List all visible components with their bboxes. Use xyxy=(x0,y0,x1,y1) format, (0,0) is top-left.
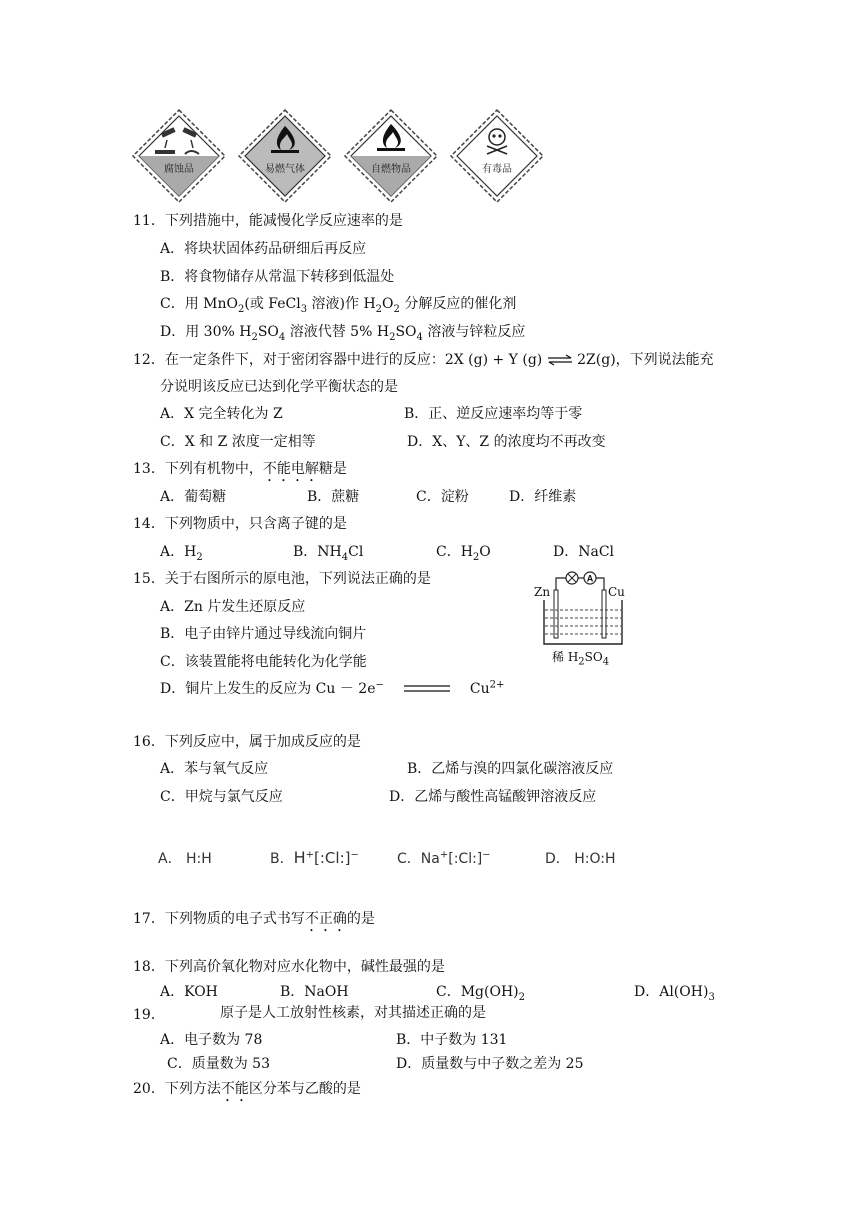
q13-option-a: A．葡萄糖 xyxy=(160,489,227,505)
subscript: 4 xyxy=(278,331,286,343)
superscript: 2+ xyxy=(489,679,505,691)
question-14 xyxy=(133,515,347,533)
question-12 xyxy=(133,351,714,369)
q19-option-d: D．质量数与中子数之差为 25 xyxy=(396,1056,584,1072)
electron-formula: H:O:H xyxy=(574,851,616,867)
text: O xyxy=(479,544,491,560)
question-19-stem: 原子是人工放射性核素，对其描述正确的是 xyxy=(220,1005,486,1021)
flame-icon xyxy=(237,108,333,204)
hazard-sign-flammable-gas xyxy=(237,108,333,204)
q16-option-a: A．苯与氧气反应 xyxy=(160,761,269,777)
question-number: 11． xyxy=(133,213,165,229)
q19-option-a: A．电子数为 78 xyxy=(160,1032,263,1048)
subscript: 4 xyxy=(341,551,349,563)
text: Cu xyxy=(469,681,490,697)
q19-option-b: B．中子数为 131 xyxy=(396,1032,508,1048)
text: 分解反应的催化剂 xyxy=(399,296,517,312)
subscript: 2 xyxy=(389,331,396,343)
q15-option-a: A．Zn 片发生还原反应 xyxy=(160,599,306,615)
q12-option-a: A．X 完全转化为 Z xyxy=(160,406,283,422)
question-stem: 下列物质中，只含离子键的是 xyxy=(164,516,347,532)
q15-option-b: B．电子由锌片通过导线流向铜片 xyxy=(160,626,367,642)
galvanic-cell-diagram xyxy=(534,566,634,666)
q16-option-d: D．乙烯与酸性高锰酸钾溶液反应 xyxy=(389,789,597,805)
electron-formula-b xyxy=(270,848,359,868)
question-11 xyxy=(133,212,403,230)
skull-icon xyxy=(449,108,545,204)
question-12-stem-cont: 分说明该反应已达到化学平衡状态的是 xyxy=(160,379,398,395)
hazard-sign-label: 腐蚀品 xyxy=(164,164,194,175)
q18-option-b: B．NaOH xyxy=(280,984,349,1000)
q16-option-b: B．乙烯与溴的四氯化碳溶液反应 xyxy=(407,761,614,777)
superscript: − xyxy=(350,849,359,861)
q15-option-c: C．该装置能将电能转化为化学能 xyxy=(160,654,367,670)
q18-option-c xyxy=(436,983,525,1001)
q12-option-d: D．X、Y、Z 的浓度均不再改变 xyxy=(407,434,606,450)
superscript: − xyxy=(375,679,384,691)
equilibrium-arrow-icon xyxy=(547,354,573,366)
q15-option-d xyxy=(160,680,504,698)
text: 溶液代替 5% H xyxy=(285,324,390,340)
q14-option-b xyxy=(293,543,363,561)
question-stem: 关于右图所示的原电池，下列说法正确的是 xyxy=(164,571,431,587)
hazard-sign-toxic xyxy=(449,108,545,204)
text: D．铜片上发生的反应为 Cu － 2e xyxy=(160,681,376,697)
text: A．H xyxy=(160,544,197,560)
copper-electrode-label: Cu xyxy=(608,585,625,599)
q14-option-a xyxy=(160,543,203,561)
question-number: 12． xyxy=(133,352,165,368)
option-label: C． xyxy=(397,851,421,867)
hazard-sign-corrosive xyxy=(131,108,227,204)
q18-option-d xyxy=(634,983,715,1001)
electron-formula: [:Cl:] xyxy=(448,851,483,867)
text: 溶液与锌粒反应 xyxy=(422,324,526,340)
reaction-equals-sign xyxy=(402,683,452,695)
option-label: D． xyxy=(545,851,570,867)
text: O xyxy=(382,296,394,312)
hazard-sign-label: 易燃气体 xyxy=(265,164,305,175)
question-stem: 糖是 xyxy=(318,461,347,477)
question-number: 18． xyxy=(133,959,165,975)
subscript: 3 xyxy=(300,303,308,315)
zinc-electrode-label: Zn xyxy=(534,585,551,599)
q12-option-c: C．X 和 Z 浓度一定相等 xyxy=(160,434,316,450)
subscript: 2 xyxy=(518,991,525,1003)
superscript: + xyxy=(439,849,449,861)
superscript: − xyxy=(482,849,491,861)
electron-formula-c xyxy=(397,848,491,868)
question-stem: 下列物质的电子式书写 xyxy=(164,911,305,927)
emphasized-text: 不能 xyxy=(220,1081,249,1097)
question-number: 14． xyxy=(133,516,165,532)
emphasized-text: 不能电解 xyxy=(262,461,319,477)
svg-text:A: A xyxy=(586,573,594,584)
flame-icon xyxy=(343,108,439,204)
option-label: A． xyxy=(158,851,182,867)
electron-formula: H xyxy=(293,848,306,867)
text: 稀 H xyxy=(552,650,579,664)
subscript: 4 xyxy=(416,331,423,343)
q12-option-b: B．正、逆反应速率均等于零 xyxy=(404,406,583,422)
question-number: 20． xyxy=(133,1081,165,1097)
text: D．Al(OH) xyxy=(634,984,709,1000)
question-stem: 在一定条件下，对于密闭容器中进行的反应：2X (g) + Y (g) xyxy=(164,352,547,368)
question-number: 16． xyxy=(133,734,165,750)
question-stem: 下列措施中，能减慢化学反应速率的是 xyxy=(164,213,403,229)
subscript: 2 xyxy=(393,303,400,315)
text: SO xyxy=(584,650,603,664)
q13-option-c: C．淀粉 xyxy=(416,489,469,505)
q13-option-b: B．蔗糖 xyxy=(307,489,360,505)
text: D．用 30% H xyxy=(160,324,252,340)
subscript: 2 xyxy=(472,551,480,563)
subscript: 2 xyxy=(578,656,585,668)
emphasized-text: 不正确 xyxy=(304,911,347,927)
hazard-sign-spontaneous-combustion xyxy=(343,108,439,204)
hazard-sign-label: 有毒品 xyxy=(482,164,512,175)
question-stem: 下列反应中，属于加成反应的是 xyxy=(164,734,361,750)
q14-option-d: D．NaCl xyxy=(553,544,615,560)
electrolyte-label xyxy=(552,650,610,668)
electron-formula-a xyxy=(158,848,212,868)
question-stem: 的是 xyxy=(346,911,375,927)
question-stem: 下列方法 xyxy=(164,1081,221,1097)
question-number: 15． xyxy=(133,571,165,587)
option-label: B． xyxy=(270,851,294,867)
hazard-sign-label: 自燃物品 xyxy=(371,164,411,175)
text: Cl xyxy=(348,544,364,560)
subscript: 4 xyxy=(602,656,610,668)
electron-formula-d xyxy=(545,848,616,868)
subscript: 2 xyxy=(238,303,245,315)
question-16 xyxy=(133,733,361,751)
question-20 xyxy=(133,1080,361,1105)
subscript: 3 xyxy=(708,991,715,1003)
galvanic-cell-icon xyxy=(534,566,634,650)
q14-option-c xyxy=(436,543,491,561)
question-19-number: 19． xyxy=(133,1007,165,1023)
question-15 xyxy=(133,570,431,588)
text: 溶液)作 H xyxy=(307,296,376,312)
q18-option-a: A．KOH xyxy=(160,984,218,1000)
text: SO xyxy=(257,324,279,340)
text: (或 FeCl xyxy=(244,296,301,312)
q11-option-b: B．将食物储存从常温下转移到低温处 xyxy=(160,269,395,285)
subscript: 2 xyxy=(375,303,383,315)
electron-formula: Na xyxy=(420,851,440,867)
subscript: 2 xyxy=(251,331,258,343)
q11-option-d xyxy=(160,323,525,341)
question-number: 13． xyxy=(133,461,165,477)
electron-formula: H:H xyxy=(186,851,212,867)
q16-option-c: C．甲烷与氯气反应 xyxy=(160,789,283,805)
subscript: 2 xyxy=(196,551,203,563)
question-stem: 下列有机物中， xyxy=(164,461,263,477)
q13-option-d: D．纤维素 xyxy=(509,489,577,505)
question-stem: 下列高价氧化物对应水化物中，碱性最强的是 xyxy=(164,959,445,975)
corrosive-icon xyxy=(131,108,227,204)
text: C．用 MnO xyxy=(160,296,238,312)
text: C．H xyxy=(436,544,473,560)
text: B．NH xyxy=(293,544,342,560)
text: SO xyxy=(395,324,417,340)
q11-option-c xyxy=(160,295,516,313)
electron-formula: [:Cl:] xyxy=(314,849,351,867)
question-stem: 2Z(g)，下列说法能充 xyxy=(572,352,714,368)
q19-option-c: C．质量数为 53 xyxy=(167,1056,270,1072)
question-18 xyxy=(133,958,445,976)
question-13 xyxy=(133,460,347,485)
question-17 xyxy=(133,910,375,935)
question-stem: 区分苯与乙酸的是 xyxy=(248,1081,361,1097)
superscript: + xyxy=(305,849,315,861)
text: C．Mg(OH) xyxy=(436,984,519,1000)
q11-option-a: A．将块状固体药品研细后再反应 xyxy=(160,241,367,257)
question-number: 17． xyxy=(133,911,165,927)
